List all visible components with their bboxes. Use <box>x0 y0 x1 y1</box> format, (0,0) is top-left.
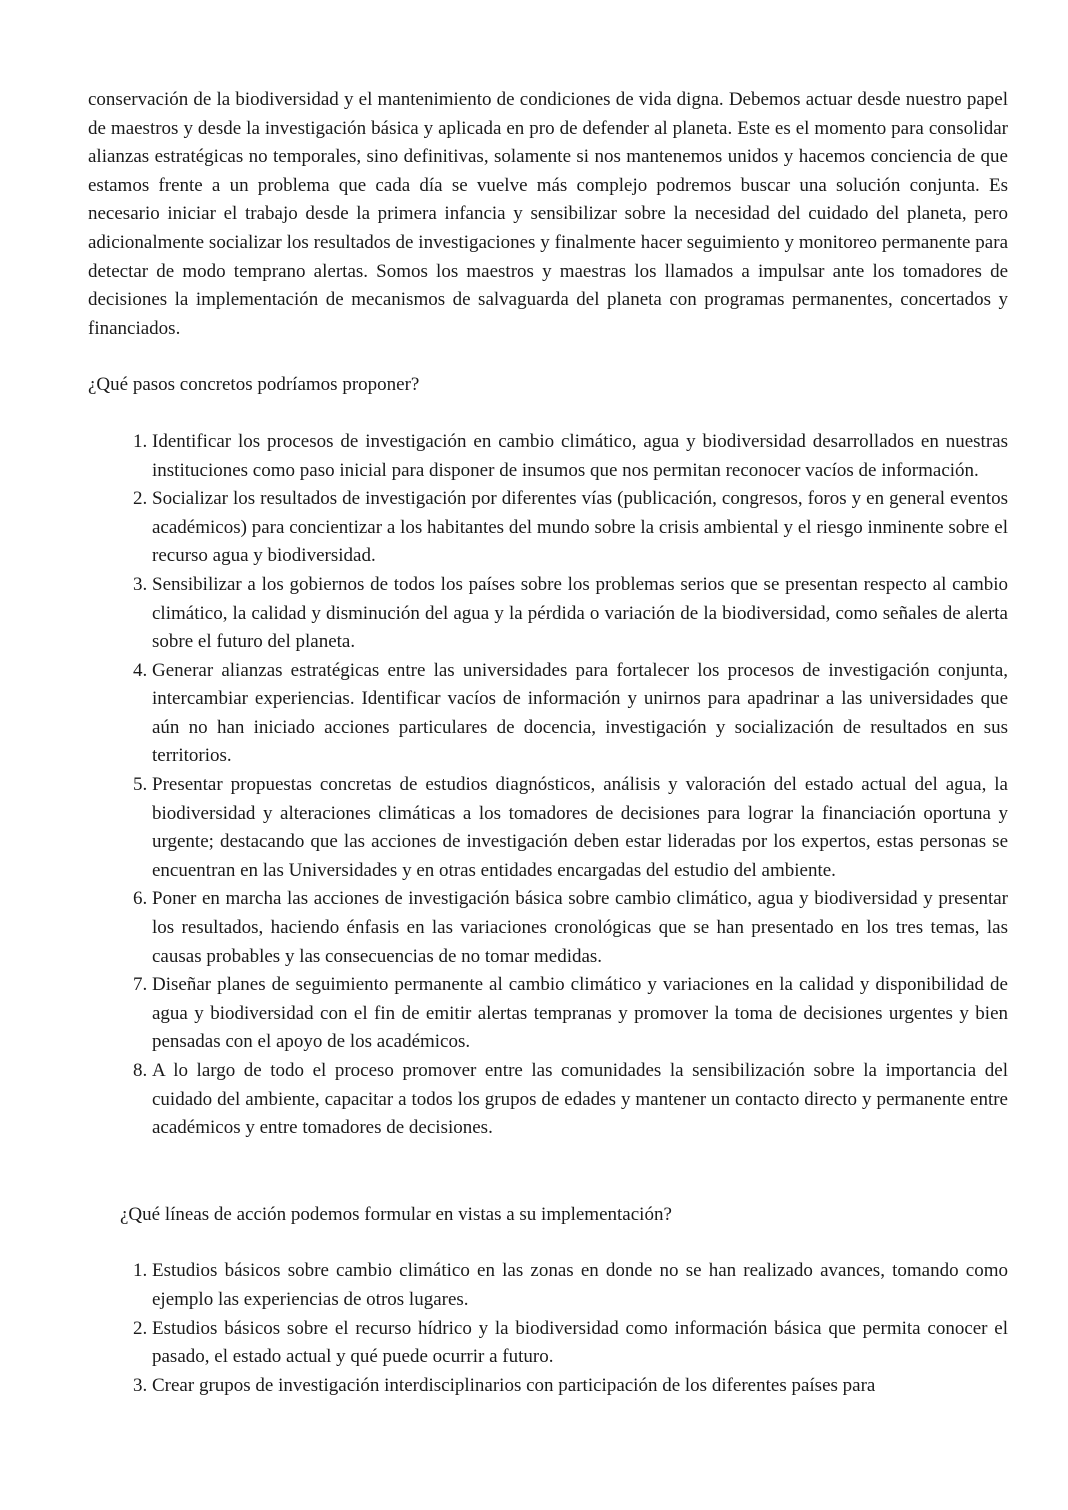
list-item-text: Sensibilizar a los gobiernos de todos los países sobre los problemas serios que se presentan respecto al cambio climático, la calidad y disminución del agua y la pérdida o variación de la biodiversidad, como señales de alerta sobre el futuro del planeta. <box>152 573 1008 653</box>
list-item-text: Socializar los resultados de investigación por diferentes vías (publicación, congresos, foros y en general eventos académicos) para concientizar a los habitantes del mundo sobre la crisis ambiental y el riesgo inminente sobre el recurso agua y biodiversidad. <box>152 488 1008 567</box>
list-item-number: 6. <box>133 888 148 910</box>
list-item <box>88 971 1008 1057</box>
list-item-number: 5. <box>133 774 148 796</box>
list-item-number: 2. <box>133 488 148 510</box>
list-item <box>88 1315 1008 1372</box>
steps-list <box>88 428 1008 1143</box>
list-item <box>88 571 1008 657</box>
list-item-text: Generar alianzas estratégicas entre las universidades para fortalecer los procesos de investigación conjunta, intercambiar experiencias. Identificar vacíos de información y unirnos para apadrinar a las universidades que aún no han iniciado acciones particulares de docencia, investigación y socialización de resultados en sus territorios. <box>152 659 1008 767</box>
list-item-text: Estudios básicos sobre el recurso hídrico y la biodiversidad como información básica que permita conocer el pasado, el estado actual y qué puede ocurrir a futuro. <box>152 1317 1008 1368</box>
list-item-number: 3. <box>133 1374 148 1396</box>
list-item <box>88 657 1008 771</box>
list-item-text: Diseñar planes de seguimiento permanente al cambio climático y variaciones en la calidad y disponibilidad de agua y biodiversidad con el fin de emitir alertas tempranas y promover la toma de decisiones urgentes y bien pensadas con el apoyo de los académicos. <box>152 974 1008 1053</box>
list-item-text: Crear grupos de investigación interdisciplinarios con participación de los diferentes países para <box>152 1374 876 1396</box>
list-item-number: 8. <box>133 1060 148 1081</box>
list-item <box>88 1372 1008 1401</box>
list-item-text: Poner en marcha las acciones de investigación básica sobre cambio climático, agua y biodiversidad y presentar los resultados, haciendo énfasis en las variaciones cronológicas que se han presentado en los tres temas, las causas probables y las consecuencias de no tomar medidas. <box>152 888 1008 967</box>
list-item-number: 2. <box>133 1317 148 1339</box>
list-item <box>88 485 1008 571</box>
list-item-text: Presentar propuestas concretas de estudios diagnósticos, análisis y valoración del estado actual del agua, la biodiversidad y alteraciones climáticas a los tomadores de decisiones para lograr la financiación oportuna y urgente; destacando que las acciones de investigación deben estar lideradas por los expertos, estas personas se encuentran en las Universidades y en otras entidades encargadas del estudio del ambiente. <box>152 774 1008 881</box>
list-item <box>88 771 1008 885</box>
list-item-number: 1. <box>133 1260 148 1282</box>
question-action-lines: ¿Qué líneas de acción podemos formular en vistas a su implementación? <box>120 1203 672 1225</box>
document-page <box>88 86 1008 1400</box>
list-item-text: Identificar los procesos de investigación en cambio climático, agua y biodiversidad desarrollados en nuestras instituciones como paso inicial para disponer de insumos que nos permitan reconocer vacíos de información. <box>152 430 1008 481</box>
list-item-number: 3. <box>133 573 148 595</box>
list-item-text: Estudios básicos sobre cambio climático en las zonas en donde no se han realizado avances, tomando como ejemplo las experiencias de otros lugares. <box>152 1260 1008 1310</box>
list-item <box>88 1257 1008 1314</box>
list-item-text: A lo largo de todo el proceso promover entre las comunidades la sensibilización sobre la importancia del cuidado del ambiente, capacitar a todos los grupos de edades y mantener un contacto directo y permanente entre académicos y entre tomadores de decisiones. <box>152 1060 1008 1139</box>
intro-paragraph: conservación de la biodiversidad y el mantenimiento de condiciones de vida digna. Debemos actuar desde nuestro papel de maestros y desde la investigación básica y aplicada en pro de defender al planeta. Este es el momento para consolidar alianzas estratégicas no temporales, sino definitivas, solamente si nos mantenemos unidos y hacemos conciencia de que estamos frente a un problema que cada día se vuelve más complejo podremos buscar una solución conjunta. Es necesario iniciar el trabajo desde la primera infancia y sensibilizar sobre la necesidad del cuidado del planeta, pero adicionalmente socializar los resultados de investigaciones y finalmente hacer seguimiento y monitoreo permanente para detectar de modo temprano alertas. Somos los maestros y maestras los llamados a impulsar ante los tomadores de decisiones la implementación de mecanismos de salvaguarda del planeta con programas permanentes, concertados y financiados. <box>88 89 1008 339</box>
list-item-number: 4. <box>133 659 148 681</box>
list-item-number: 7. <box>133 974 148 996</box>
action-lines-list <box>88 1257 1008 1400</box>
question-concrete-steps: ¿Qué pasos concretos podríamos proponer? <box>88 374 420 396</box>
list-item <box>88 428 1008 485</box>
list-item <box>88 1057 1008 1143</box>
list-item <box>88 885 1008 971</box>
list-item-number: 1. <box>133 430 148 452</box>
